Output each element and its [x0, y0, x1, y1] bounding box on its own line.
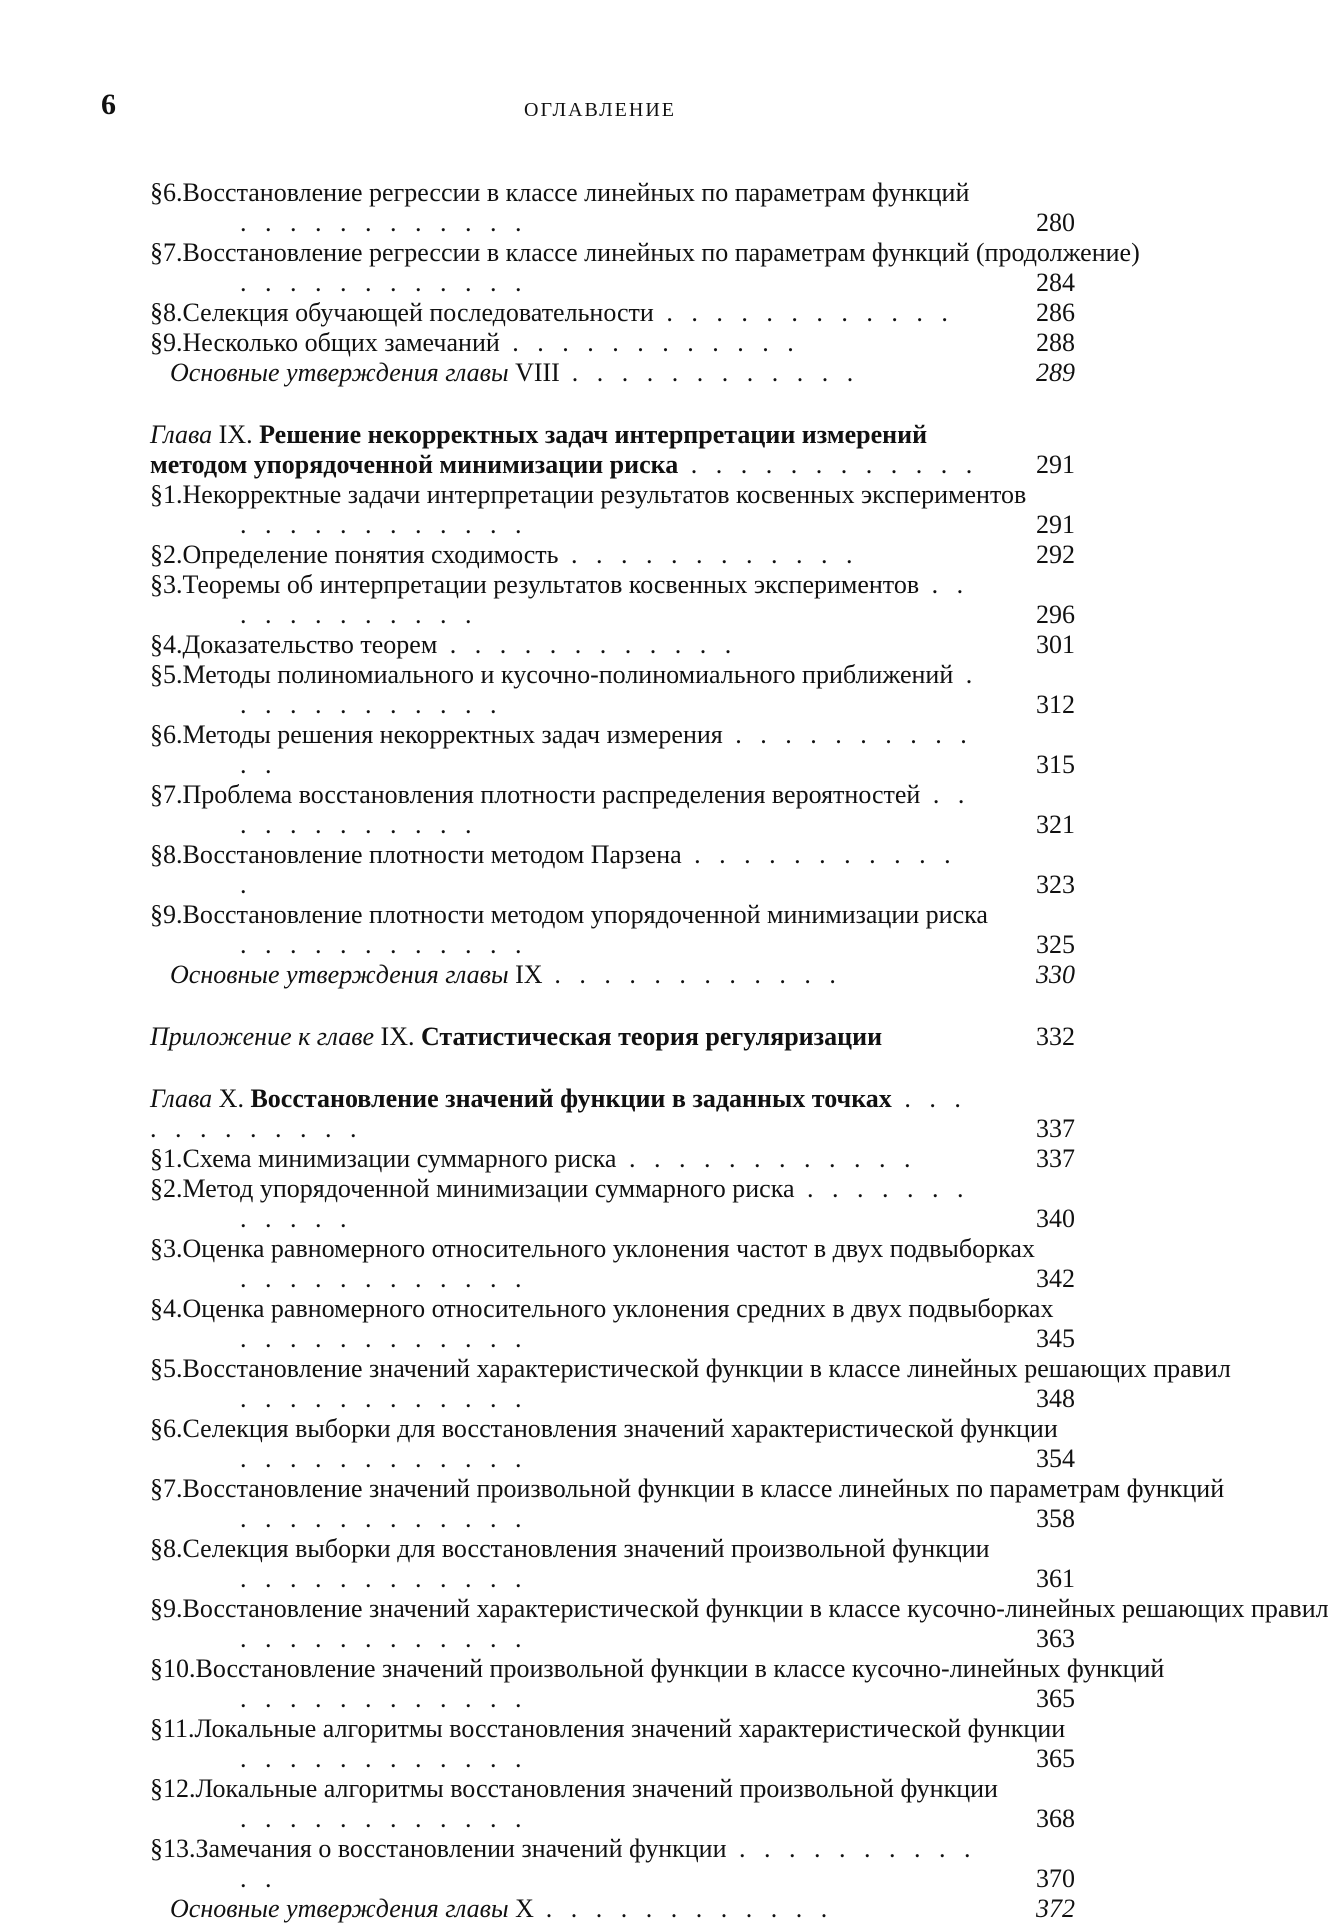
- toc-entry-text: [150, 1834, 979, 1894]
- section-title: Теоремы об интерпретации результатов косвенных экспериментов: [183, 570, 920, 599]
- section-title: Локальные алгоритмы восстановления значений характеристической функции: [195, 1714, 1066, 1743]
- section-number: 8.: [163, 298, 183, 327]
- page-ref: 354: [1005, 1444, 1075, 1474]
- section-sign: §: [150, 1654, 163, 1683]
- section-number: 9.: [163, 328, 183, 357]
- toc-entry[interactable]: [150, 480, 1075, 540]
- toc-entry[interactable]: [150, 720, 1075, 780]
- toc-entry-text: [160, 1894, 979, 1924]
- chapter-roman: VIII: [515, 358, 560, 387]
- section-sign: §: [150, 1774, 163, 1803]
- section-title: Несколько общих замечаний: [183, 328, 500, 357]
- section-sign: §: [150, 178, 163, 207]
- section-number: 3.: [163, 1234, 183, 1263]
- toc-entry-text: [150, 570, 979, 630]
- toc-entry-text: [150, 480, 979, 540]
- toc-entry[interactable]: [150, 1174, 1075, 1234]
- section-title: Методы полиномиального и кусочно-полиномиального приближений: [183, 660, 954, 689]
- page-ref: 292: [1005, 540, 1075, 570]
- section-number: 9.: [163, 1594, 183, 1623]
- section-sign: §: [150, 540, 163, 569]
- chapter-title: Решение некорректных задач интерпретации измерений методом упорядоченной минимизации риска: [150, 420, 927, 479]
- dot-leader: . . . . . . . . . . . .: [500, 328, 800, 357]
- toc-entry[interactable]: [150, 900, 1075, 960]
- toc-entry[interactable]: [150, 1414, 1075, 1474]
- toc-entry-text: [150, 720, 979, 780]
- section-sign: §: [150, 238, 163, 267]
- page-ref: 284: [1005, 268, 1075, 298]
- toc-entry[interactable]: [150, 1654, 1075, 1714]
- toc-entry-text: [150, 780, 979, 840]
- section-number: 2.: [163, 1174, 183, 1203]
- toc-entry[interactable]: [150, 1714, 1075, 1774]
- section-sign: §: [150, 1474, 163, 1503]
- section-number: 6.: [163, 1414, 183, 1443]
- dot-leader: . . . . . . . . . . . .: [240, 780, 970, 839]
- toc-entry[interactable]: [150, 1294, 1075, 1354]
- section-number: 7.: [163, 780, 183, 809]
- section-title: Восстановление значений произвольной функции в классе линейных по параметрам функций: [183, 1474, 1225, 1503]
- toc-entry[interactable]: [150, 630, 1075, 660]
- summary-label: Основные утверждения главы: [170, 1894, 515, 1923]
- page-ref: 370: [1005, 1864, 1075, 1894]
- toc-entry[interactable]: [150, 1234, 1075, 1294]
- section-sign: §: [150, 298, 163, 327]
- section-title: Восстановление значений произвольной функции в классе кусочно-линейных функций: [196, 1654, 1165, 1683]
- toc-entry-text: [150, 1534, 979, 1594]
- dot-leader: . . . . . . . . . . . .: [560, 358, 860, 387]
- toc-entry[interactable]: [150, 1774, 1075, 1834]
- section-number: 7.: [163, 1474, 183, 1503]
- section-gap: [150, 1052, 1075, 1066]
- toc-entry[interactable]: [150, 1834, 1075, 1894]
- toc-entry-text: [150, 420, 979, 480]
- toc-entry-text: [150, 1414, 979, 1474]
- section-sign: §: [150, 1594, 163, 1623]
- dot-leader: . . . . . . . . . . . .: [534, 1894, 834, 1923]
- dot-leader: . . . . . . . . . . . .: [654, 298, 954, 327]
- page-ref: 321: [1005, 810, 1075, 840]
- page-ref: 337: [1005, 1114, 1075, 1144]
- section-number: 8.: [163, 1534, 183, 1563]
- toc-entry-text: [150, 1714, 979, 1774]
- dot-leader: . . . . . . . . . . . .: [240, 1264, 528, 1293]
- table-of-contents: [150, 178, 1075, 1924]
- chapter-label: Глава: [150, 1084, 219, 1113]
- section-sign: §: [150, 570, 163, 599]
- section-title: Методы решения некорректных задач измерения: [183, 720, 723, 749]
- section-title: Оценка равномерного относительного уклонения частот в двух подвыборках: [183, 1234, 1035, 1263]
- dot-leader: . . . . . . . . . . . .: [240, 1174, 970, 1233]
- section-gap: [150, 388, 1075, 402]
- page-ref: 289: [1005, 358, 1075, 388]
- dot-leader: . . . . . . . . . . . .: [543, 960, 843, 989]
- section-number: 6.: [163, 178, 183, 207]
- toc-entry[interactable]: [150, 540, 1075, 570]
- section-title: Восстановление регрессии в классе линейных по параметрам функций: [183, 178, 970, 207]
- section-sign: §: [150, 900, 163, 929]
- summary-label: Основные утверждения главы: [170, 960, 515, 989]
- toc-entry-text: [150, 660, 979, 720]
- toc-entry[interactable]: [150, 840, 1075, 900]
- toc-entry-text: [150, 1354, 979, 1414]
- dot-leader: . . . . . . . . . . . .: [240, 510, 528, 539]
- toc-entry-text: [150, 1654, 979, 1714]
- section-number: 6.: [163, 720, 183, 749]
- section-sign: §: [150, 720, 163, 749]
- toc-entry-text: [150, 1144, 979, 1174]
- section-number: 10.: [163, 1654, 196, 1683]
- chapter-roman: IX.: [219, 420, 259, 449]
- toc-entry-text: [150, 1174, 979, 1234]
- toc-entry-text: [150, 1594, 979, 1654]
- dot-leader: . . . . . . . . . . . .: [559, 540, 859, 569]
- chapter-title: Восстановление значений функции в заданных точках: [250, 1084, 891, 1113]
- section-number: 8.: [163, 840, 183, 869]
- section-number: 5.: [163, 660, 183, 689]
- summary-label: Основные утверждения главы: [170, 358, 515, 387]
- chapter-roman: IX.: [381, 1022, 421, 1051]
- toc-entry-text: [160, 358, 979, 388]
- section-number: 3.: [163, 570, 183, 599]
- page-ref: 363: [1005, 1624, 1075, 1654]
- section-title: Доказательство теорем: [183, 630, 438, 659]
- section-sign: §: [150, 328, 163, 357]
- dot-leader: . . . . . . . . . . . .: [240, 660, 978, 719]
- dot-leader: . . . . . . . . . . . .: [240, 720, 973, 779]
- toc-entry[interactable]: [150, 328, 1075, 358]
- toc-entry-text: [150, 178, 979, 238]
- section-number: 9.: [163, 900, 183, 929]
- chapter-roman: X: [515, 1894, 534, 1923]
- page-ref: 288: [1005, 328, 1075, 358]
- toc-entry-text: [150, 840, 979, 900]
- toc-entry[interactable]: [150, 1474, 1075, 1534]
- page-ref: 296: [1005, 600, 1075, 630]
- section-title: Оценка равномерного относительного уклонения средних в двух подвыборках: [183, 1294, 1054, 1323]
- dot-leader: . . . . . . . . . . . .: [437, 630, 737, 659]
- toc-entry-text: [150, 238, 979, 298]
- toc-entry-text: [150, 540, 979, 570]
- appendix-label: Приложение к главе: [150, 1022, 381, 1051]
- section-title: Определение понятия сходимость: [183, 540, 559, 569]
- section-title: Селекция обучающей последовательности: [183, 298, 654, 327]
- section-title: Замечания о восстановлении значений функции: [196, 1834, 727, 1863]
- section-sign: §: [150, 660, 163, 689]
- section-number: 2.: [163, 540, 183, 569]
- toc-entry[interactable]: [150, 1594, 1075, 1654]
- page-ref: 337: [1005, 1144, 1075, 1174]
- toc-entry[interactable]: [150, 960, 1075, 990]
- toc-entry[interactable]: [150, 1354, 1075, 1414]
- toc-entry[interactable]: [150, 1144, 1075, 1174]
- dot-leader: . . . . . . . . . . . .: [240, 208, 528, 237]
- section-sign: §: [150, 1414, 163, 1443]
- toc-entry[interactable]: [150, 178, 1075, 238]
- page-ref: 301: [1005, 630, 1075, 660]
- page-ref: 291: [1005, 510, 1075, 540]
- toc-entry[interactable]: [150, 660, 1075, 720]
- section-title: Метод упорядоченной минимизации суммарного риска: [183, 1174, 795, 1203]
- dot-leader: . . . . . . . . . . . .: [240, 1684, 528, 1713]
- toc-entry-text: [150, 328, 979, 358]
- dot-leader: . . . . . . . . . . . .: [616, 1144, 916, 1173]
- section-sign: §: [150, 1294, 163, 1323]
- dot-leader: . . . . . . . . . . . .: [240, 840, 957, 899]
- toc-entry[interactable]: [150, 1084, 1075, 1144]
- chapter-label: Глава: [150, 420, 219, 449]
- page-ref: 358: [1005, 1504, 1075, 1534]
- toc-entry-text: [150, 1474, 979, 1534]
- toc-entry-text: [150, 1084, 979, 1144]
- section-title: Некорректные задачи интерпретации результатов косвенных экспериментов: [183, 480, 1027, 509]
- toc-entry-text: [150, 1234, 979, 1294]
- section-number: 7.: [163, 238, 183, 267]
- section-sign: §: [150, 480, 163, 509]
- page-ref: 280: [1005, 208, 1075, 238]
- section-sign: §: [150, 1714, 163, 1743]
- toc-entry-text: [150, 1774, 979, 1834]
- section-title: Восстановление регрессии в классе линейных по параметрам функций (продолжение): [183, 238, 1140, 267]
- dot-leader: . . . . . . . . . . . .: [240, 570, 969, 629]
- section-title: Восстановление значений характеристической функции в классе линейных решающих правил: [183, 1354, 1231, 1383]
- dot-leader: . . . . . . . . . . . .: [240, 1384, 528, 1413]
- page-ref: 345: [1005, 1324, 1075, 1354]
- page-ref: 315: [1005, 750, 1075, 780]
- page-ref: 348: [1005, 1384, 1075, 1414]
- section-sign: §: [150, 1354, 163, 1383]
- section-number: 11.: [163, 1714, 195, 1743]
- dot-leader: . . . . . . . . . . . .: [240, 930, 528, 959]
- section-sign: §: [150, 840, 163, 869]
- dot-leader: . . . . . . . . . . . .: [240, 1504, 528, 1533]
- page-number: 6: [101, 88, 116, 122]
- section-sign: §: [150, 1174, 163, 1203]
- page-ref: 323: [1005, 870, 1075, 900]
- section-number: 1.: [163, 1144, 183, 1173]
- section-sign: §: [150, 1834, 163, 1863]
- section-title: Селекция выборки для восстановления значений характеристической функции: [183, 1414, 1058, 1443]
- toc-entry[interactable]: [150, 1022, 1075, 1052]
- dot-leader: . . . . . . . . . . . .: [240, 1444, 528, 1473]
- page-ref: 368: [1005, 1804, 1075, 1834]
- page-ref: 372: [1005, 1894, 1075, 1924]
- page-ref: 340: [1005, 1204, 1075, 1234]
- toc-entry-text: [150, 1022, 979, 1052]
- section-number: 4.: [163, 630, 183, 659]
- dot-leader: . . . . . . . . . . . .: [240, 1744, 528, 1773]
- section-number: 1.: [163, 480, 183, 509]
- page-ref: 365: [1005, 1684, 1075, 1714]
- dot-leader: . . . . . . . . . . . .: [240, 1624, 528, 1653]
- toc-entry[interactable]: [150, 358, 1075, 388]
- section-title: Локальные алгоритмы восстановления значений произвольной функции: [196, 1774, 998, 1803]
- toc-entry-text: [150, 900, 979, 960]
- section-sign: §: [150, 630, 163, 659]
- toc-entry[interactable]: [150, 238, 1075, 298]
- section-title: Восстановление плотности методом Парзена: [183, 840, 682, 869]
- toc-entry-text: [150, 298, 979, 328]
- toc-entry[interactable]: [150, 570, 1075, 630]
- toc-entry-text: [150, 1294, 979, 1354]
- page-ref: 325: [1005, 930, 1075, 960]
- page-ref: 332: [1005, 1022, 1075, 1052]
- section-title: Селекция выборки для восстановления значений произвольной функции: [183, 1534, 990, 1563]
- dot-leader: . . . . . . . . . . . .: [150, 1084, 967, 1143]
- page-ref: 286: [1005, 298, 1075, 328]
- section-sign: §: [150, 780, 163, 809]
- section-title: Схема минимизации суммарного риска: [183, 1144, 617, 1173]
- dot-leader: . . . . . . . . . . . .: [240, 1834, 977, 1893]
- toc-entry[interactable]: [150, 1534, 1075, 1594]
- appendix-title: Статистическая теория регуляризации: [421, 1022, 882, 1051]
- section-title: Восстановление плотности методом упорядоченной минимизации риска: [183, 900, 988, 929]
- dot-leader: . . . . . . . . . . . .: [678, 450, 978, 479]
- section-sign: §: [150, 1534, 163, 1563]
- section-sign: §: [150, 1234, 163, 1263]
- section-number: 5.: [163, 1354, 183, 1383]
- chapter-roman: X.: [219, 1084, 251, 1113]
- section-number: 4.: [163, 1294, 183, 1323]
- section-number: 12.: [163, 1774, 196, 1803]
- toc-entry-text: [160, 960, 979, 990]
- page-ref: 342: [1005, 1264, 1075, 1294]
- section-number: 13.: [163, 1834, 196, 1863]
- toc-entry-text: [150, 630, 979, 660]
- section-gap: [150, 990, 1075, 1004]
- dot-leader: . . . . . . . . . . . .: [240, 1564, 528, 1593]
- page-ref: 330: [1005, 960, 1075, 990]
- section-title: Восстановление значений характеристической функции в классе кусочно-линейных решающих правил: [183, 1594, 1329, 1623]
- page-ref: 312: [1005, 690, 1075, 720]
- running-head: ОГЛАВЛЕНИЕ: [0, 99, 1200, 122]
- dot-leader: . . . . . . . . . . . .: [240, 1804, 528, 1833]
- page-ref: 365: [1005, 1744, 1075, 1774]
- chapter-roman: IX: [515, 960, 542, 989]
- toc-entry[interactable]: [150, 780, 1075, 840]
- toc-entry[interactable]: [150, 420, 1075, 480]
- section-sign: §: [150, 1144, 163, 1173]
- toc-entry[interactable]: [150, 1894, 1075, 1924]
- dot-leader: . . . . . . . . . . . .: [240, 268, 528, 297]
- dot-leader: . . . . . . . . . . . .: [240, 1324, 528, 1353]
- page-ref: 291: [1005, 450, 1075, 480]
- page-ref: 361: [1005, 1564, 1075, 1594]
- toc-entry[interactable]: [150, 298, 1075, 328]
- section-title: Проблема восстановления плотности распределения вероятностей: [183, 780, 921, 809]
